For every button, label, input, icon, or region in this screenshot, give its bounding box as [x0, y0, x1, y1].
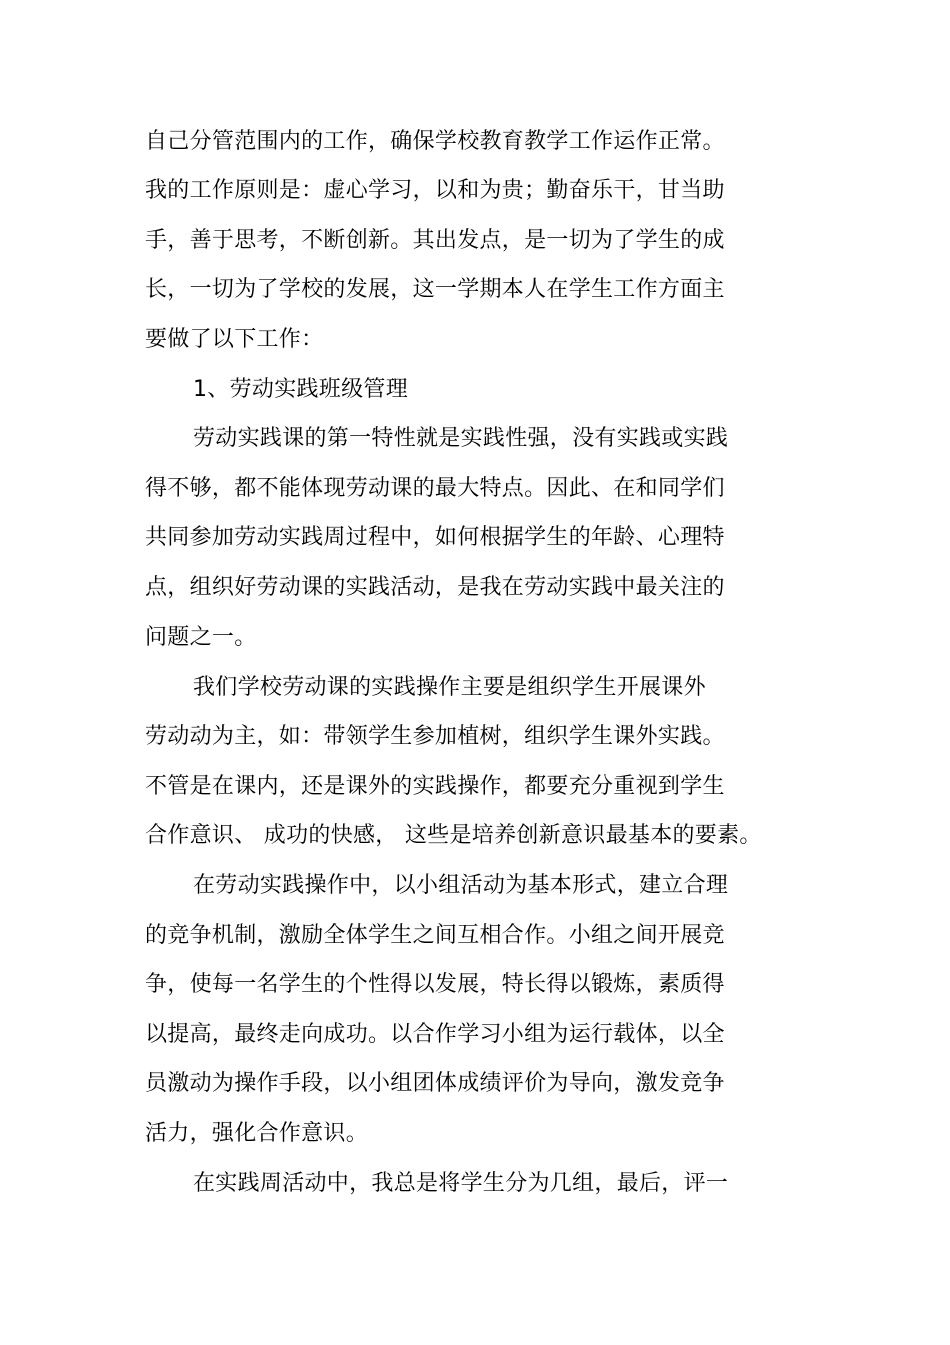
text-line: 点，组织好劳动课的实践活动，是我在劳动实践中最关注的 [145, 575, 725, 600]
text-line: 员激动为操作手段，以小组团体成绩评价为导向，激发竞争 [145, 1071, 725, 1096]
text-line: 长，一切为了学校的发展，这一学期本人在学生工作方面主 [145, 277, 725, 302]
text-line: 合作意识、 成功的快感， 这些是培养创新意识最基本的要素。 [145, 823, 762, 848]
text-line: 自己分管范围内的工作，确保学校教育教学工作运作正常。 [145, 129, 725, 154]
text-line: 活力，强化合作意识。 [145, 1121, 369, 1146]
paragraph-start: 在实践周活动中，我总是将学生分为几组，最后，评一 [193, 1171, 729, 1196]
section-heading: 1、劳动实践班级管理 [193, 377, 408, 402]
text-line: 要做了以下工作： [145, 327, 324, 352]
text-line: 问题之一。 [145, 625, 257, 650]
paragraph-start: 劳动实践课的第一特性就是实践性强，没有实践或实践 [193, 426, 729, 451]
text-line: 争，使每一名学生的个性得以发展，特长得以锻炼，素质得 [145, 972, 725, 997]
text-line: 我的工作原则是：虚心学习，以和为贵；勤奋乐干，甘当助 [145, 178, 725, 203]
text-line: 手，善于思考，不断创新。其出发点，是一切为了学生的成 [145, 228, 725, 253]
text-line: 劳动动为主，如：带领学生参加植树，组织学生课外实践。 [145, 724, 725, 749]
paragraph-start: 我们学校劳动课的实践操作主要是组织学生开展课外 [193, 675, 706, 700]
text-line: 以提高，最终走向成功。以合作学习小组为运行载体，以全 [145, 1022, 725, 1047]
text-line: 共同参加劳动实践周过程中，如何根据学生的年龄、心理特 [145, 525, 725, 550]
text-line: 得不够，都不能体现劳动课的最大特点。因此、在和同学们 [145, 476, 725, 501]
text-line: 不管是在课内，还是课外的实践操作，都要充分重视到学生 [145, 774, 725, 799]
text-line: 的竞争机制，激励全体学生之间互相合作。小组之间开展竞 [145, 923, 725, 948]
paragraph-start: 在劳动实践操作中，以小组活动为基本形式，建立合理 [193, 873, 729, 898]
